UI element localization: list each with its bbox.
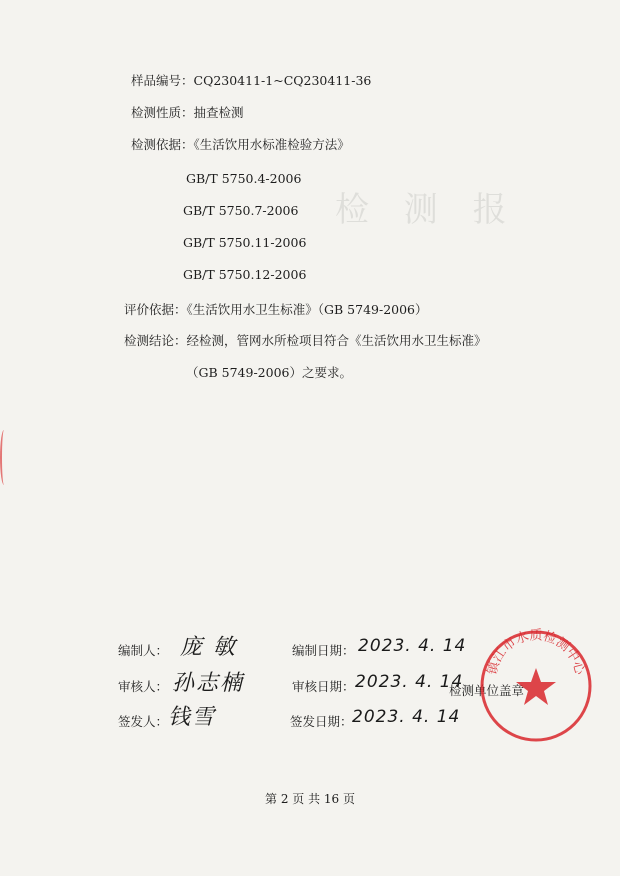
compile-date-value: 2023. 4. 14 bbox=[358, 636, 467, 656]
faded-watermark-text: 检 测 报 bbox=[335, 190, 519, 230]
sample-number-value: CQ230411-1~CQ230411-36 bbox=[193, 73, 372, 88]
conclusion-label: 检测结论： bbox=[124, 333, 187, 348]
sample-number-row bbox=[131, 73, 371, 89]
page-number: 第 2 页 共 16 页 bbox=[265, 792, 355, 806]
conclusion-line-2: （GB 5749-2006）之要求。 bbox=[186, 365, 352, 380]
review-date-label: 审核日期： bbox=[292, 679, 355, 694]
sample-number-label: 样品编号： bbox=[131, 73, 194, 88]
standard-item: GB/T 5750.11-2006 bbox=[183, 235, 307, 250]
compile-date-label: 编制日期： bbox=[292, 643, 355, 658]
evaluation-label: 评价依据： bbox=[124, 302, 187, 317]
seal-text: 镇江市水质检测中心 bbox=[485, 628, 587, 677]
standard-item: GB/T 5750.4-2006 bbox=[186, 171, 302, 186]
issue-date-label: 签发日期： bbox=[290, 714, 353, 729]
standard-item: GB/T 5750.7-2006 bbox=[183, 203, 299, 218]
basis-value: 《生活饮用水标准检验方法》 bbox=[193, 137, 350, 152]
reviewer-signature: 孙志楠 bbox=[172, 671, 245, 696]
compiler-signature: 庞 敏 bbox=[180, 635, 237, 660]
seal-icon bbox=[478, 628, 594, 744]
nature-label: 检测性质： bbox=[131, 105, 194, 120]
evaluation-row bbox=[124, 302, 428, 318]
standard-item: GB/T 5750.12-2006 bbox=[183, 267, 307, 282]
review-date-value: 2023. 4. 14 bbox=[355, 672, 464, 692]
reviewer-label: 审核人： bbox=[118, 679, 169, 694]
conclusion-row bbox=[124, 333, 487, 349]
conclusion-line-1: 经检测，管网水所检项目符合《生活饮用水卫生标准》 bbox=[186, 333, 487, 348]
issue-date-value: 2023. 4. 14 bbox=[352, 707, 461, 727]
basis-label: 检测依据： bbox=[131, 137, 194, 152]
nature-value: 抽查检测 bbox=[193, 105, 244, 120]
issuer-label: 签发人： bbox=[118, 714, 169, 729]
issuer-signature: 钱雪 bbox=[168, 705, 217, 730]
stamp-label: 检测单位盖章 bbox=[449, 683, 525, 698]
official-seal bbox=[478, 628, 594, 748]
red-edge-mark bbox=[0, 430, 8, 485]
evaluation-value: 《生活饮用水卫生标准》（GB 5749-2006） bbox=[186, 302, 428, 317]
compiler-label: 编制人： bbox=[118, 643, 169, 658]
basis-row bbox=[131, 137, 350, 153]
nature-row bbox=[131, 105, 244, 121]
